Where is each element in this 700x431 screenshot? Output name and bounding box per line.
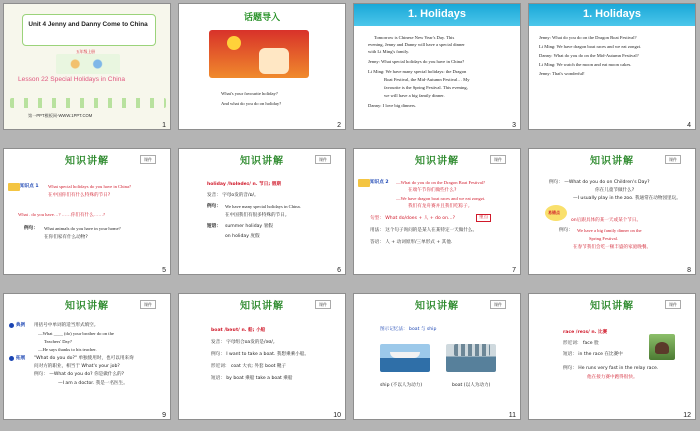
vocab-word: boat /bəʊt/ n. 船; 小船 bbox=[211, 328, 266, 333]
slide-thumbnail-6[interactable] bbox=[178, 148, 346, 275]
tag-badge: 课件 bbox=[490, 155, 506, 164]
example-text: 例句： —What do you do on Children's Day? bbox=[549, 180, 650, 185]
text-line: Jenny: What do you do on the Dragon Boat Festival? bbox=[539, 35, 637, 40]
text-line: we will have a big family dinner. bbox=[384, 93, 445, 98]
ship-icon bbox=[390, 352, 420, 358]
tag-badge: 课件 bbox=[315, 155, 331, 164]
question-1: What's your favourite holiday? bbox=[221, 91, 278, 96]
question-line: —He says thanks to his teacher. bbox=[38, 347, 97, 352]
vocab-word: holiday /hɒlədeɪ/ n. 节日; 假期 bbox=[207, 182, 281, 187]
point-label: 知识点 2 bbox=[370, 180, 389, 185]
text-line: with Li Ming's family. bbox=[368, 49, 410, 54]
key-question-cn: 在端午节你们做些什么? bbox=[408, 188, 457, 193]
slide-number: 10 bbox=[333, 412, 341, 419]
similar-words: 形近词： coat 大衣; 外套 boot 靴子 bbox=[211, 364, 287, 369]
pronunciation: 发音： 字母o发的音/ɒ/。 bbox=[207, 193, 259, 198]
book-icon bbox=[358, 179, 370, 187]
slide-number: 7 bbox=[512, 267, 516, 274]
slide-title: 1. Holidays bbox=[407, 8, 467, 20]
cartoon-characters-image bbox=[56, 54, 120, 74]
question-line: Teachers' Day? bbox=[44, 339, 72, 344]
slide-number: 11 bbox=[508, 412, 516, 419]
slide-heading: 知识讲解 bbox=[590, 156, 634, 167]
book-icon bbox=[8, 183, 20, 191]
tag-badge: 课件 bbox=[140, 155, 156, 164]
usage: 用法： 这个句子询问的是某人在某特定一天做什么。 bbox=[370, 228, 478, 233]
key-badge: 重点 bbox=[476, 214, 491, 222]
slide-thumbnail-10[interactable] bbox=[178, 293, 346, 420]
lesson-title: Lesson 22 Special Holidays in China bbox=[18, 76, 126, 83]
slide-thumbnail-8[interactable] bbox=[528, 148, 696, 275]
text-line: Li Ming: We have many special holidays: the Dragon bbox=[368, 69, 467, 74]
slide-heading: 知识讲解 bbox=[65, 301, 109, 312]
similar-words: 形近词： face 脸 bbox=[563, 341, 599, 346]
text-line: Jenny: What special holidays do you have in China? bbox=[368, 59, 465, 64]
slide-number: 6 bbox=[337, 267, 341, 274]
phrases: 短语： in the race 在比赛中 bbox=[563, 352, 623, 357]
key-question: What special holidays do you have in China? bbox=[48, 184, 132, 189]
slide-heading: 话题导入 bbox=[243, 12, 280, 22]
slide-title: 1. Holidays bbox=[582, 8, 642, 20]
boat-caption: boat (以人为动力) bbox=[452, 383, 491, 388]
extension-text: "What do you do?" 单独使用时，也可以用来询 bbox=[34, 356, 134, 361]
task-text: 用括号中单词的适当形式填空。 bbox=[34, 323, 99, 328]
example-text: 例句： I want to take a boat. 我想乘乘小船。 bbox=[211, 352, 309, 357]
slide-heading: 知识讲解 bbox=[415, 156, 459, 167]
tag-badge: 课件 bbox=[490, 300, 506, 309]
slide-heading: 知识讲解 bbox=[240, 301, 284, 312]
text-line: favourite is the Spring Festival. This evening, bbox=[384, 85, 468, 90]
extension-text: 问对方的职业，相当于 What's your job? bbox=[34, 364, 120, 369]
slide-number: 12 bbox=[683, 412, 691, 419]
slide-thumbnail-5[interactable] bbox=[3, 148, 171, 275]
phrase-label: 短语： bbox=[207, 224, 221, 229]
slide-number: 4 bbox=[687, 122, 691, 129]
phrase-2: on holiday 度假 bbox=[225, 234, 260, 239]
key-answer: —We have dragon boat races and we eat zongzi. bbox=[396, 196, 486, 201]
lantern-icon bbox=[227, 36, 241, 50]
site-label: 第一PPT模板网-WWW.1PPT.COM bbox=[28, 113, 93, 118]
example-cn: 在你们家有什么动物? bbox=[44, 235, 88, 240]
example-text: We have many special holidays in China. bbox=[225, 204, 301, 209]
slide-number: 1 bbox=[162, 122, 166, 129]
question-line: —What ____ (do) your brother do on the bbox=[38, 331, 114, 336]
slide-thumbnail-12[interactable] bbox=[528, 293, 696, 420]
tip-label: 易错点 bbox=[548, 210, 560, 215]
slide-number: 5 bbox=[162, 267, 166, 274]
slide-heading: 知识讲解 bbox=[240, 156, 284, 167]
skyline-icon bbox=[454, 344, 490, 356]
slide-heading: 知识讲解 bbox=[590, 301, 634, 312]
slide-thumbnail-2[interactable] bbox=[178, 3, 346, 130]
slide-heading: 知识讲解 bbox=[415, 301, 459, 312]
pattern: What . do you have…? ……你们有什么……? bbox=[18, 212, 106, 217]
example-text: —I am a doctor. 我是一名医生。 bbox=[58, 381, 128, 386]
text-line: Li Ming: We watch the moon and eat moon cakes. bbox=[539, 62, 632, 67]
slide-thumbnail-4[interactable] bbox=[528, 3, 696, 130]
example-text: 例句： He runs very fast in the relay race. bbox=[563, 366, 659, 371]
text-line: Danny: What do you do on the Mid-Autumn Festival? bbox=[539, 53, 639, 58]
pronunciation: 发音： 字母组合oa发的是/əʊ/。 bbox=[211, 340, 278, 345]
vocab-word: race /reɪs/ n. 比赛 bbox=[563, 330, 608, 335]
unit-title: Unit 4 Jenny and Danny Come to China bbox=[28, 21, 148, 28]
ship-photo bbox=[380, 344, 430, 372]
example-cn: 他在接力赛中跑得很快。 bbox=[587, 375, 638, 380]
slide-thumbnail-9[interactable] bbox=[3, 293, 171, 420]
tag-badge: 课件 bbox=[315, 300, 331, 309]
slide-number: 8 bbox=[687, 267, 691, 274]
bullet-icon bbox=[9, 323, 14, 328]
example2-text-b: Spring Festival. bbox=[589, 236, 619, 241]
slide-thumbnail-11[interactable] bbox=[353, 293, 521, 420]
slide-heading: 知识讲解 bbox=[65, 156, 109, 167]
slide-thumbnail-7[interactable] bbox=[353, 148, 521, 275]
example2-label: 例句： bbox=[559, 228, 573, 233]
slide-thumbnail-1[interactable] bbox=[3, 3, 171, 130]
tag-badge: 课件 bbox=[140, 300, 156, 309]
key-question-cn: 在中国你们有什么特殊的节日? bbox=[48, 193, 111, 198]
tip-note: on后跟具体的某一天或某个节日。 bbox=[571, 218, 642, 223]
example-answer: —I usually play in the zoo. 我通常在动物园里玩。 bbox=[573, 196, 681, 201]
example2-text: We have a big family dinner on the bbox=[577, 228, 642, 233]
phrases: 短语： by boat 乘船 take a boat 乘船 bbox=[211, 376, 293, 381]
title-banner bbox=[22, 14, 156, 46]
example-label: 例句： bbox=[207, 204, 221, 209]
slide-number: 9 bbox=[162, 412, 166, 419]
key-answer-cn: 我们有龙舟赛并且我们吃粽子。 bbox=[408, 204, 473, 209]
example-text: What animals do you have in your home? bbox=[44, 226, 121, 231]
slide-number: 3 bbox=[512, 122, 516, 129]
text-line: evening, Jenny and Danny will have a special dinner bbox=[368, 42, 465, 47]
ship-caption: ship (不以人为动力) bbox=[380, 383, 423, 388]
extension-label: 拓展 bbox=[16, 356, 26, 361]
flower-decoration bbox=[10, 98, 166, 108]
answer-form: 答语： 人 + 动词原形/三单形式 + 其他. bbox=[370, 240, 453, 245]
example-cn: 你在儿童节做什么? bbox=[595, 188, 635, 193]
phrase-1: summer holiday 暑假 bbox=[225, 224, 273, 229]
example-text: 例句： —What do you do? 你是做什么的? bbox=[34, 372, 125, 377]
key-question: —What do you do on the Dragon Boat Festival? bbox=[396, 180, 486, 185]
slide-number: 2 bbox=[337, 122, 341, 129]
text-line: Danny: I love big dinners. bbox=[368, 103, 417, 108]
question-2: And what do you do on holiday? bbox=[221, 101, 282, 106]
text-line: Li Ming: We have dragon boat races and we eat zongzi. bbox=[539, 44, 642, 49]
point-label: 知识点 1 bbox=[20, 184, 39, 189]
kids-icon bbox=[259, 48, 289, 74]
tag-badge: 课件 bbox=[665, 155, 681, 164]
text-line: Boat Festival, the Mid-Autumn Festival… My bbox=[384, 77, 470, 82]
example-label: 例句： bbox=[24, 226, 38, 231]
example-label: 典例 bbox=[16, 323, 26, 328]
bullet-icon bbox=[9, 356, 14, 361]
grade-label: 五年级上册 bbox=[76, 49, 95, 54]
example-cn: 在中国我们有很多特殊的节日。 bbox=[225, 213, 290, 218]
slide-thumbnail-3[interactable] bbox=[353, 3, 521, 130]
runners-icon bbox=[655, 342, 669, 354]
tag-badge: 课件 bbox=[665, 300, 681, 309]
pattern: 句型： What do/does + 人 + do on…? bbox=[370, 216, 456, 221]
text-line: Tomorrow is Chinese New Year's Day. This bbox=[374, 35, 455, 40]
compare-title: 图示记忆法： boat 与 ship bbox=[380, 327, 437, 332]
text-line: Jenny: That's wonderful! bbox=[539, 71, 585, 76]
example2-cn: 在春节我们会吃一顿丰盛的家庭晚餐。 bbox=[573, 245, 652, 250]
